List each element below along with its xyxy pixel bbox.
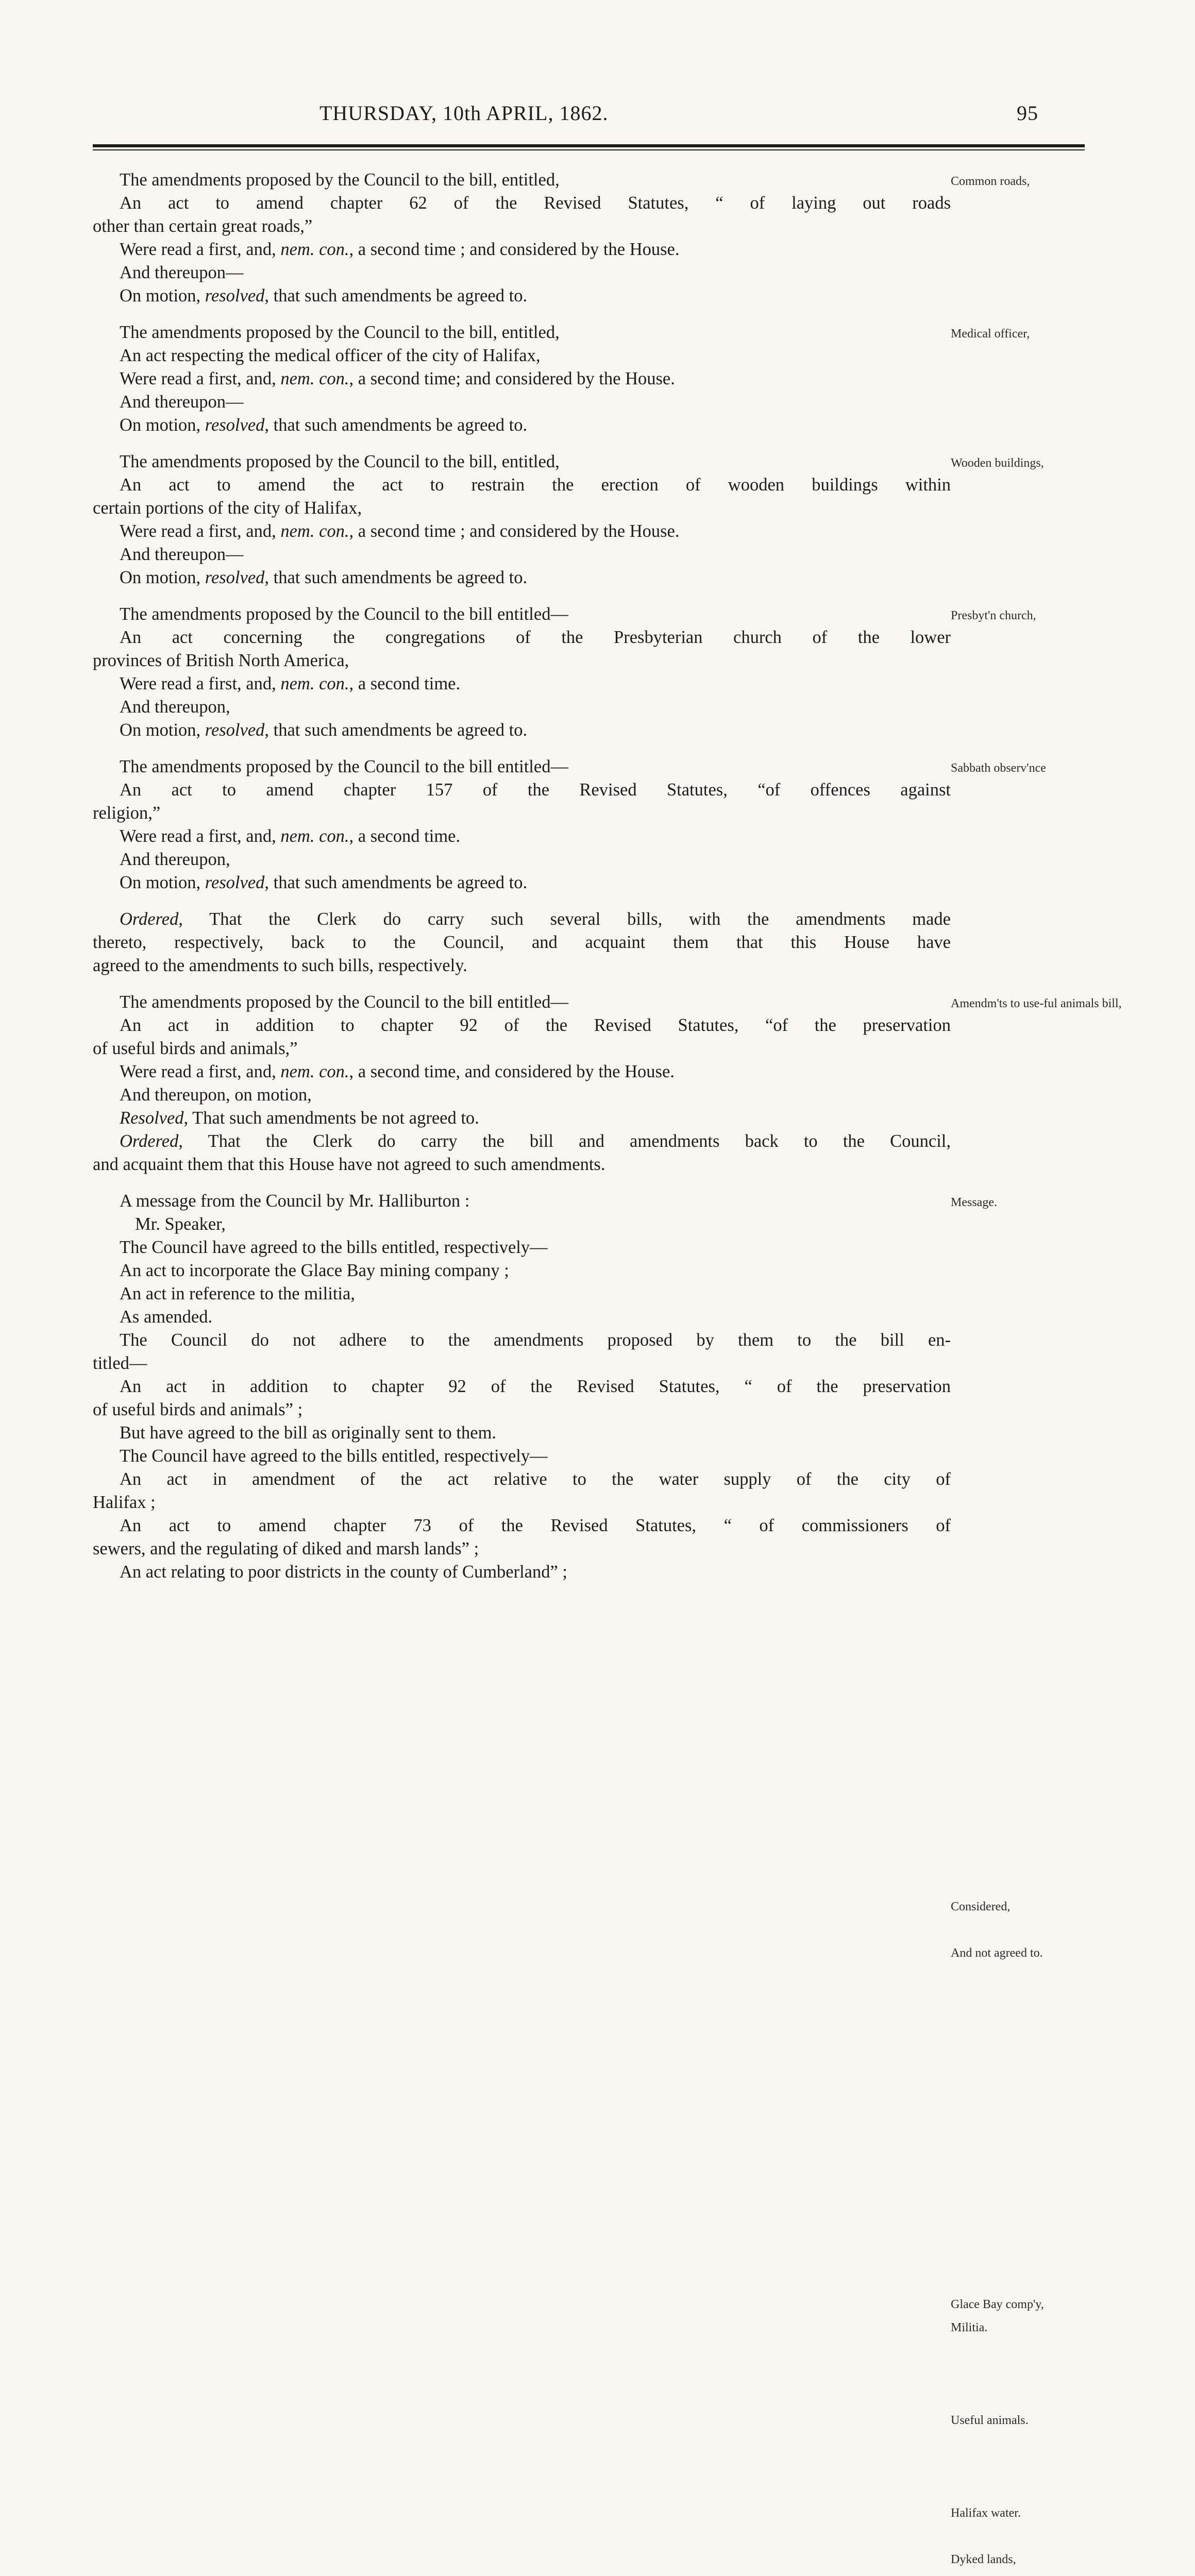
margin-note: Useful animals. (951, 2414, 1029, 2427)
journal-line: An act to amend the act to restrain the erection of wooden buildings within (120, 475, 951, 495)
journal-line: Halifax ; (93, 1493, 156, 1512)
journal-line: On motion, resolved, that such amendments be agreed to. (120, 415, 528, 435)
journal-line: A message from the Council by Mr. Halliburton : (120, 1191, 470, 1211)
journal-line: religion,” (93, 803, 161, 823)
journal-line: thereto, respectively, back to the Council, and acquaint them that this House have (93, 933, 951, 952)
journal-line: The amendments proposed by the Council to the bill, entitled, (120, 170, 560, 190)
journal-line: of useful birds and animals,” (93, 1039, 298, 1058)
margin-note: Militia. (951, 2321, 988, 2334)
journal-line: Ordered, That the Clerk do carry the bill and amendments back to the Council, (120, 1131, 951, 1151)
journal-line: The amendments proposed by the Council to the bill entitled— (120, 992, 568, 1012)
journal-body (93, 157, 951, 1584)
journal-line: On motion, resolved, that such amendments be agreed to. (120, 286, 528, 306)
journal-line: of useful birds and animals” ; (93, 1400, 303, 1419)
page-number: 95 (1017, 101, 1038, 125)
margin-note: Dyked lands, (951, 2553, 1016, 2566)
journal-line: An act in amendment of the act relative to the water supply of the city of (120, 1469, 951, 1489)
journal-line: On motion, resolved, that such amendments be agreed to. (120, 873, 528, 892)
page-header (93, 101, 1085, 132)
header-rule-thick (93, 144, 1085, 147)
journal-entry (93, 991, 951, 1176)
journal-line: Were read a first, and, nem. con., a second time. (120, 674, 461, 693)
journal-line: The Council do not adhere to the amendments proposed by them to the bill en- (120, 1330, 951, 1350)
margin-note: And not agreed to. (951, 1946, 1043, 1960)
journal-line: titled— (93, 1353, 147, 1373)
margin-note: Amendm'ts to use-ful animals bill, (951, 997, 1122, 1010)
journal-line: certain portions of the city of Halifax, (93, 498, 362, 518)
journal-line: An act to amend chapter 73 of the Revised Statutes, “ of commissioners of (120, 1516, 951, 1535)
journal-line: And thereupon, on motion, (120, 1085, 312, 1105)
journal-entry (93, 450, 951, 589)
journal-line: The amendments proposed by the Council to the bill entitled— (120, 604, 568, 624)
journal-line: An act in reference to the militia, (120, 1284, 355, 1303)
journal-line: The amendments proposed by the Council to the bill, entitled, (120, 323, 560, 342)
journal-line: And thereupon— (120, 545, 244, 564)
journal-entry (93, 755, 951, 894)
journal-line: And thereupon— (120, 392, 244, 412)
journal-line: The Council have agreed to the bills entitled, respectively— (120, 1238, 548, 1257)
journal-line: Were read a first, and, nem. con., a second time. (120, 826, 461, 846)
journal-line: And thereupon, (120, 850, 230, 869)
margin-note: Common roads, (951, 175, 1030, 188)
margin-note: Presbyt'n church, (951, 609, 1036, 622)
journal-line: Were read a first, and, nem. con., a second time ; and considered by the House. (120, 521, 680, 541)
margin-note: Considered, (951, 1900, 1011, 1913)
journal-entry (93, 168, 951, 308)
journal-line: and acquaint them that this House have not agreed to such amendments. (93, 1155, 605, 1174)
journal-line: The amendments proposed by the Council to the bill entitled— (120, 757, 568, 776)
journal-line: Resolved, That such amendments be not agreed to. (120, 1108, 479, 1128)
journal-line: other than certain great roads,” (93, 216, 313, 236)
journal-line: On motion, resolved, that such amendments be agreed to. (120, 720, 528, 740)
journal-line: Were read a first, and, nem. con., a second time; and considered by the House. (120, 369, 675, 388)
journal-entry (93, 321, 951, 437)
journal-line: An act concerning the congregations of the Presbyterian church of the lower (120, 628, 951, 647)
journal-line: But have agreed to the bill as originally sent to them. (120, 1423, 497, 1443)
margin-note: Message. (951, 1196, 997, 1209)
margin-note: Medical officer, (951, 327, 1030, 341)
journal-line: An act relating to poor districts in the county of Cumberland” ; (120, 1562, 568, 1582)
journal-line: sewers, and the regulating of diked and marsh lands” ; (93, 1539, 479, 1558)
journal-line: And thereupon— (120, 263, 244, 282)
journal-line: Ordered, That the Clerk do carry such several bills, with the amendments made (120, 909, 951, 929)
journal-entry (93, 1190, 951, 1584)
journal-line: An act in addition to chapter 92 of the Revised Statutes, “ of the preservation (120, 1377, 951, 1396)
margin-note: Sabbath observ'nce (951, 761, 1046, 775)
page-title: THURSDAY, 10th APRIL, 1862. (319, 101, 609, 125)
journal-entry (93, 603, 951, 742)
journal-line: The Council have agreed to the bills entitled, respectively— (120, 1446, 548, 1466)
journal-line: Mr. Speaker, (135, 1214, 226, 1234)
journal-line: provinces of British North America, (93, 651, 349, 670)
margin-note: Glace Bay comp'y, (951, 2298, 1044, 2311)
journal-line: Were read a first, and, nem. con., a second time, and considered by the House. (120, 1062, 675, 1081)
journal-line: An act respecting the medical officer of the city of Halifax, (120, 346, 541, 365)
journal-line: agreed to the amendments to such bills, respectively. (93, 956, 467, 975)
journal-line: And thereupon, (120, 697, 230, 717)
journal-entry (93, 908, 951, 977)
journal-line: As amended. (120, 1307, 213, 1327)
journal-line: An act to amend chapter 62 of the Revised Statutes, “ of laying out roads (120, 193, 951, 213)
journal-line: Were read a first, and, nem. con., a second time ; and considered by the House. (120, 240, 680, 259)
journal-line: On motion, resolved, that such amendments be agreed to. (120, 568, 528, 587)
margin-note: Halifax water. (951, 2506, 1021, 2520)
journal-line: The amendments proposed by the Council to the bill, entitled, (120, 452, 560, 471)
journal-line: An act to amend chapter 157 of the Revised Statutes, “of offences against (120, 780, 951, 800)
journal-line: An act to incorporate the Glace Bay mining company ; (120, 1261, 509, 1280)
journal-line: An act in addition to chapter 92 of the Revised Statutes, “of the preservation (120, 1015, 951, 1035)
header-rule-thin (93, 149, 1085, 150)
margin-note: Wooden buildings, (951, 456, 1044, 470)
